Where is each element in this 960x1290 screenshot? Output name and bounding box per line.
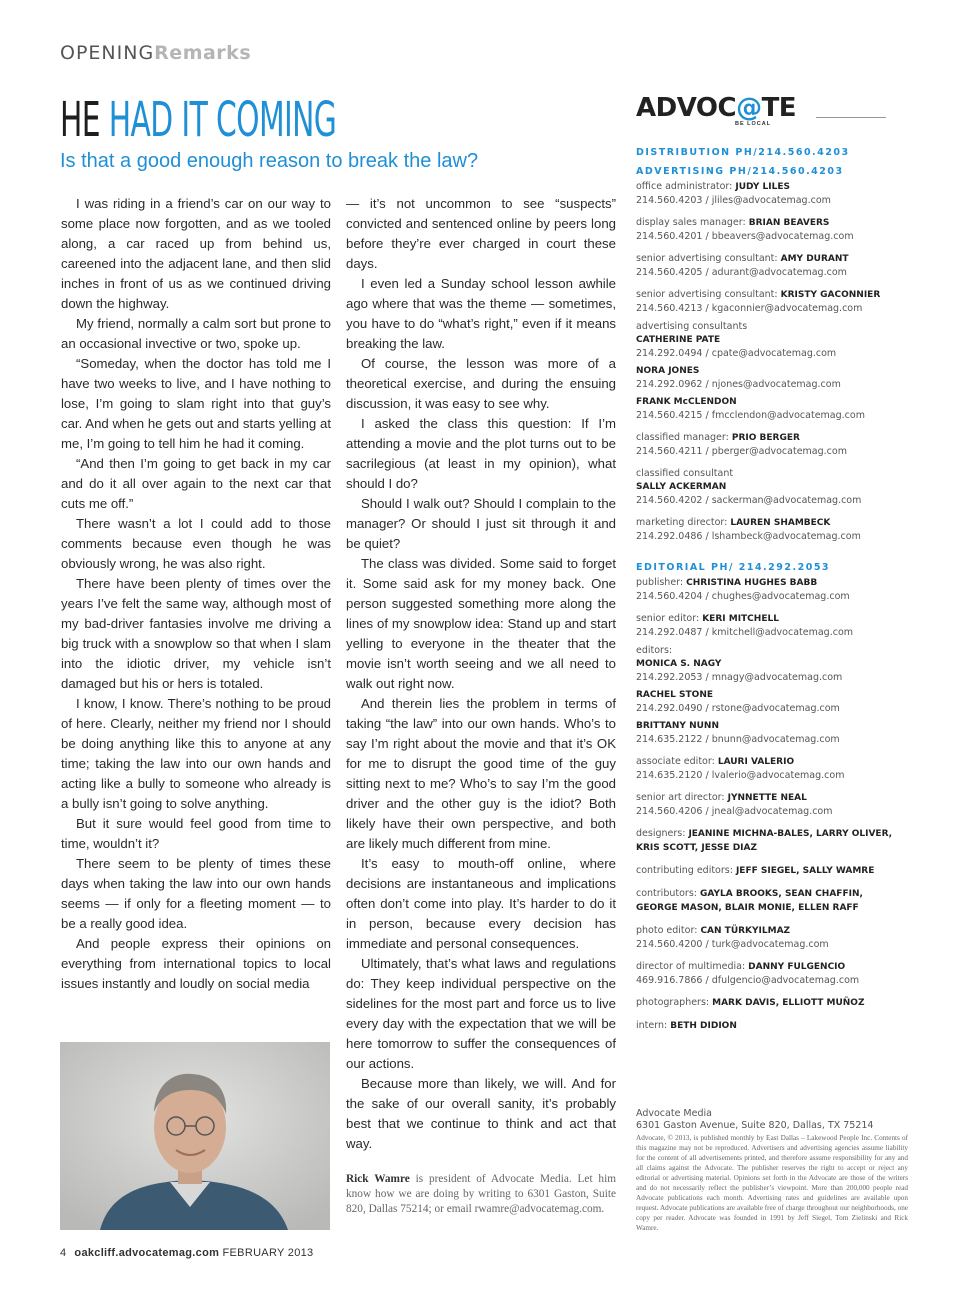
staff-role: marketing director: <box>636 517 731 528</box>
logo-at-icon: @ <box>736 93 762 123</box>
staff-role: contributors: <box>636 888 700 899</box>
staff-entry <box>636 688 906 715</box>
staff-role: senior editor: <box>636 613 703 624</box>
staff-entry <box>636 1019 906 1033</box>
staff-entry <box>636 827 906 855</box>
staff-name: LAURI VALERIO <box>717 757 795 767</box>
headline <box>60 92 336 148</box>
staff-entry <box>636 467 906 507</box>
department-heading: ADVERTISING PH/214.560.4203 <box>636 166 844 177</box>
staff-name: FRANK McCLENDON <box>636 397 737 407</box>
staff-name: SALLY ACKERMAN <box>636 482 727 492</box>
staff-role: director of multimedia: <box>636 961 749 972</box>
staff-role: classified manager: <box>636 432 732 443</box>
logo-rule <box>816 117 886 118</box>
paragraph: I was riding in a friend’s car on our way to some place now forgotten, and as we tooled along, a car raced up from behind us, careened into the adjacent lane, and then slid inches in front of us as we continued driving down the highway. <box>61 196 331 311</box>
staff-entry <box>636 644 906 684</box>
paragraph: “Someday, when the doctor has told me I have two weeks to live, and I have nothing to lose, I’m going to slam right into that guy’s car. And when he gets out and starts yelling at me, I’m going to tell him he had it coming. <box>61 356 331 451</box>
staff-name: RACHEL STONE <box>636 690 714 700</box>
staff-entry <box>636 719 906 746</box>
staff-contact: 214.292.0962 / njones@advocatemag.com <box>636 379 841 390</box>
logo-text-1: ADVOC <box>636 93 737 123</box>
staff-contact: 214.560.4201 / bbeavers@advocatemag.com <box>636 231 854 242</box>
staff-role: senior advertising consultant: <box>636 253 781 264</box>
staff-contact: 214.560.4205 / adurant@advocatemag.com <box>636 267 847 278</box>
staff-entry <box>636 395 906 422</box>
logo-text-2: TE <box>761 93 797 123</box>
staff-contact: 214.292.0494 / cpate@advocatemag.com <box>636 348 837 359</box>
staff-contact: 214.560.4206 / jneal@advocatemag.com <box>636 806 833 817</box>
staff-name: NORA JONES <box>636 366 700 376</box>
staff-entry <box>636 924 906 951</box>
website: oakcliff.advocatemag.com <box>74 1247 220 1259</box>
staff-role: editors: <box>636 645 673 656</box>
staff-entry <box>636 612 906 639</box>
staff-contact: 214.292.0487 / kmitchell@advocatemag.com <box>636 627 854 638</box>
staff-role: display sales manager: <box>636 217 749 228</box>
staff-role: photographers: <box>636 997 713 1008</box>
paragraph: And therein lies the problem in terms of taking “the law” into our own hands. Who’s to say I’m right about the movie and that it’s OK for me to disrupt the good time of the guy sitting next to me? Who’s to say I’m the good driver and the other guy is the idiot? Both likely have their own perspective, and both are likely much different from mine. <box>346 696 616 851</box>
staff-entry <box>636 755 906 782</box>
masthead <box>636 93 886 127</box>
staff-role: contributing editors: <box>636 865 736 876</box>
staff-role: designers: <box>636 828 689 839</box>
staff-entry <box>636 364 906 391</box>
staff-name: CAN TÜRKYILMAZ <box>700 926 791 936</box>
paragraph: The class was divided. Some said to forget it. Some said ask for my money back. One person suggested something more along the lines of my snowplow idea: Stand up and start yelling to everyone in the theater that the movie isn’t worth seeing and we all need to walk out right now. <box>346 556 616 691</box>
staff-box <box>636 146 906 1033</box>
staff-entry <box>636 252 906 279</box>
paragraph: “And then I’m going to get back in my car and do it all over again to the next car that cuts me off.” <box>61 456 331 511</box>
staff-entry <box>636 431 906 458</box>
staff-contact: 214.292.2053 / mnagy@advocatemag.com <box>636 672 843 683</box>
paragraph: But it sure would feel good from time to time, wouldn’t it? <box>61 816 331 851</box>
paragraph: I know, I know. There’s nothing to be proud of here. Clearly, neither my friend nor I should be doing anything like this to anyone at any time; taking the law into our own hands and acting like a bully to someone who already is a bully isn’t going to solve anything. <box>61 696 331 811</box>
paragraph: There wasn’t a lot I could add to those comments because even though he was obviously wrong, he was also right. <box>61 516 331 571</box>
author-bio-text: is president of Advocate Media. Let him know how we are doing by writing to 6301 Gaston, Suite 820, Dallas 75214; or email rwamre@advocatemag.com. <box>346 1173 616 1215</box>
paragraph: I asked the class this question: If I’m attending a movie and the plot turns out to be sacrilegious (at least in my opinion), what should I do? <box>346 416 616 491</box>
publisher-address: 6301 Gaston Avenue, Suite 820, Dallas, TX 75214 <box>636 1120 874 1131</box>
headline-part2: HAD IT COMING <box>108 92 337 148</box>
staff-contact: 214.560.4211 / pberger@advocatemag.com <box>636 446 847 457</box>
staff-name: KERI MITCHELL <box>702 614 779 624</box>
paragraph: Should I walk out? Should I complain to the manager? Or should I just sit through it and be quiet? <box>346 496 616 551</box>
article-column-1 <box>61 194 331 994</box>
paragraph: — it’s not uncommon to see “suspects” convicted and sentenced online by peers long before they’re ever charged in court these days. <box>346 196 616 271</box>
subheadline: Is that a good enough reason to break the law? <box>60 150 479 172</box>
staff-name: CHRISTINA HUGHES BABB <box>686 578 818 588</box>
staff-name: JEFF SIEGEL, SALLY WAMRE <box>735 866 875 876</box>
staff-contact: 214.292.0486 / lshambeck@advocatemag.com <box>636 531 861 542</box>
staff-entry <box>636 576 906 603</box>
staff-contact: 214.635.2120 / lvalerio@advocatemag.com <box>636 770 845 781</box>
section-header <box>60 42 251 65</box>
paragraph: Of course, the lesson was more of a theoretical exercise, and during the ensuing discussion, it was easy to see why. <box>346 356 616 411</box>
staff-name: JEANINE MICHNA-BALES, LARRY OLIVER, KRIS SCOTT, JESSE DIAZ <box>636 829 893 853</box>
paragraph: There seem to be plenty of times these days when taking the law into our own hands seems — if only for a fleeting moment — to be a really good idea. <box>61 856 331 931</box>
staff-name: BRITTANY NUNN <box>636 721 719 731</box>
staff-role: senior art director: <box>636 792 728 803</box>
staff-contact: 469.916.7866 / dfulgencio@advocatemag.com <box>636 975 860 986</box>
staff-contact: 214.292.0490 / rstone@advocatemag.com <box>636 703 840 714</box>
issue-date: FEBRUARY 2013 <box>222 1247 314 1259</box>
staff-contact: 214.560.4213 / kgaconnier@advocatemag.com <box>636 303 863 314</box>
staff-role: senior advertising consultant: <box>636 289 781 300</box>
staff-name: BRIAN BEAVERS <box>748 218 830 228</box>
staff-name: AMY DURANT <box>780 254 849 264</box>
staff-name: DANNY FULGENCIO <box>748 962 846 972</box>
staff-entry <box>636 180 906 207</box>
page-number: 4 <box>60 1247 67 1259</box>
author-name: Rick Wamre <box>346 1173 410 1185</box>
staff-contact: 214.560.4202 / sackerman@advocatemag.com <box>636 495 862 506</box>
colophon <box>636 1108 908 1233</box>
staff-entry <box>636 960 906 987</box>
author-bio <box>346 1172 616 1217</box>
staff-name: GAYLA BROOKS, SEAN CHAFFIN, GEORGE MASON, BLAIR MONIE, ELLEN RAFF <box>636 889 863 913</box>
staff-entry <box>636 516 906 543</box>
staff-contact: 214.560.4204 / chughes@advocatemag.com <box>636 591 850 602</box>
article-column-2 <box>346 194 616 1154</box>
section-header-opening: OPENING <box>60 42 155 64</box>
staff-name: MARK DAVIS, ELLIOTT MUÑOZ <box>712 998 865 1008</box>
paragraph: It’s easy to mouth-off online, where decisions are instantaneous and implications often don’t come into play. It’s harder to do it in person, because every decision has immediate and personal consequences. <box>346 856 616 951</box>
paragraph: And people express their opinions on everything from international topics to local issues instantly and loudly on social media <box>61 936 331 991</box>
staff-contact: 214.560.4203 / jliles@advocatemag.com <box>636 195 831 206</box>
publisher-name: Advocate Media <box>636 1108 712 1119</box>
staff-entry <box>636 320 906 360</box>
paragraph: I even led a Sunday school lesson awhile ago where that was the theme — sometimes, you have to do “what’s right,” even if it means breaking the law. <box>346 276 616 351</box>
staff-contact: 214.635.2122 / bnunn@advocatemag.com <box>636 734 840 745</box>
staff-name: BETH DIDION <box>670 1021 737 1031</box>
staff-entry <box>636 887 906 915</box>
staff-name: CATHERINE PATE <box>636 335 721 345</box>
staff-entry <box>636 996 906 1010</box>
staff-role: office administrator: <box>636 181 736 192</box>
staff-name: JUDY LILES <box>735 182 790 192</box>
staff-name: PRIO BERGER <box>731 433 800 443</box>
headline-part1: HE <box>60 92 109 148</box>
staff-contact: 214.560.4215 / fmcclendon@advocatemag.com <box>636 410 865 421</box>
department-heading: DISTRIBUTION PH/214.560.4203 <box>636 147 850 158</box>
paragraph: Ultimately, that’s what laws and regulations do: They keep individual perspective on the sidelines for the most part and force us to live every day with the expectation that we will be here tomorrow to suffer the consequences of our actions. <box>346 956 616 1071</box>
staff-role: associate editor: <box>636 756 718 767</box>
folio <box>60 1247 313 1259</box>
author-photo <box>60 1042 330 1230</box>
paragraph: There have been plenty of times over the years I’ve felt the same way, although most of my bad-driver fantasies involve me driving a big truck with a snowplow so that when I slam into the idiotic driver, my vehicle isn’t damaged but his or hers is totaled. <box>61 576 331 691</box>
staff-name: LAUREN SHAMBECK <box>730 518 831 528</box>
staff-role: advertising consultants <box>636 321 748 332</box>
legal-notice: Advocate, © 2013, is published monthly by East Dallas – Lakewood People Inc. Contents of this magazine may not be reproduced. Advertisers and advertising agencies assume liability for the content of all advertisements printed, and therefore assume responsibility for any and all claims against the Advocate. The publisher reserves the right to accept or reject any editorial or advertising material. Opinions set forth in the Advocate are those of the writers and do not necessarily reflect the publisher’s viewpoint. More than 200,000 people read Advocate publications each month. Advertising rates and guidelines are available upon request. Advocate publications are available free of charge throughout our neighborhoods, one copy per reader. Advocate was founded in 1991 by Jeff Siegel, Tom Zielinski and Rick Wamre. <box>636 1134 908 1232</box>
staff-entry <box>636 791 906 818</box>
author-portrait-image <box>60 1042 330 1230</box>
staff-role: intern: <box>636 1020 671 1031</box>
staff-role: classified consultant <box>636 468 734 479</box>
section-header-remarks: Remarks <box>154 42 252 64</box>
staff-entry <box>636 216 906 243</box>
logo-tagline: BE LOCAL <box>735 121 772 127</box>
staff-contact: 214.560.4200 / turk@advocatemag.com <box>636 939 829 950</box>
staff-entry <box>636 288 906 315</box>
staff-role: publisher: <box>636 577 687 588</box>
paragraph: My friend, normally a calm sort but prone to an occasional invective or two, spoke up. <box>61 316 331 351</box>
staff-name: MONICA S. NAGY <box>636 659 722 669</box>
paragraph: Because more than likely, we will. And for the sake of our overall sanity, it’s probably best that we continue to think and act that way. <box>346 1076 616 1151</box>
staff-name: KRISTY GACONNIER <box>780 290 881 300</box>
staff-name: JYNNETTE NEAL <box>727 793 807 803</box>
department-heading: EDITORIAL PH/ 214.292.2053 <box>636 562 831 573</box>
staff-role: photo editor: <box>636 925 701 936</box>
staff-entry <box>636 864 906 878</box>
